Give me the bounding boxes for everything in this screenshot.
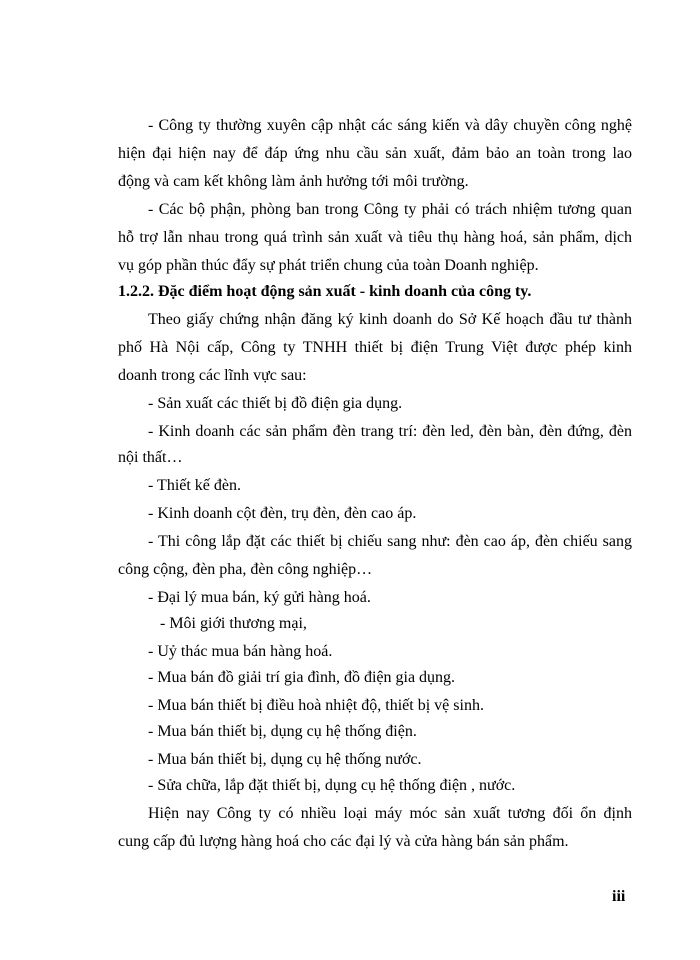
list-item: - Sửa chữa, lắp đặt thiết bị, dụng cụ hệ thống điện , nước. bbox=[148, 777, 516, 794]
list-item: - Mua bán thiết bị điều hoà nhiệt độ, thiết bị vệ sinh. bbox=[148, 697, 484, 714]
page-number: iii bbox=[612, 888, 626, 905]
list-item: - Kinh doanh cột đèn, trụ đèn, đèn cao áp. bbox=[148, 505, 417, 522]
list-item: - Sản xuất các thiết bị đồ điện gia dụng. bbox=[148, 395, 403, 412]
para1-line3: động và cam kết không làm ảnh hưởng tới môi trường. bbox=[118, 173, 469, 190]
para1-line2: hiện đại hiện nay để đáp ứng nhu cầu sản xuất, đảm bảo an toàn trong lao bbox=[118, 145, 632, 162]
list-item-continuation: công cộng, đèn pha, đèn công nghiệp… bbox=[118, 561, 373, 578]
para2-line3: vụ góp phần thúc đẩy sự phát triển chung của toàn Doanh nghiệp. bbox=[118, 257, 539, 274]
para3-line3: doanh trong các lĩnh vực sau: bbox=[118, 367, 307, 384]
para3-line1: Theo giấy chứng nhận đăng ký kinh doanh do Sở Kế hoạch đầu tư thành bbox=[148, 311, 632, 328]
list-item: - Mua bán thiết bị, dụng cụ hệ thống nước. bbox=[148, 751, 422, 768]
list-item: - Uỷ thác mua bán hàng hoá. bbox=[148, 643, 333, 660]
para2-line2: hỗ trợ lẫn nhau trong quá trình sản xuất và tiêu thụ hàng hoá, sản phẩm, dịch bbox=[118, 229, 632, 246]
list-item: - Kinh doanh các sản phẩm đèn trang trí: đèn led, đèn bàn, đèn đứng, đèn bbox=[148, 423, 632, 440]
list-item-continuation: nội thất… bbox=[118, 449, 183, 466]
list-item: - Đại lý mua bán, ký gửi hàng hoá. bbox=[148, 589, 371, 606]
list-item: - Thi công lắp đặt các thiết bị chiếu sang như: đèn cao áp, đèn chiếu sang bbox=[148, 533, 632, 550]
para2-line1: - Các bộ phận, phòng ban trong Công ty phải có trách nhiệm tương quan bbox=[148, 201, 632, 218]
para1-line1: - Công ty thường xuyên cập nhật các sáng kiến và dây chuyền công nghệ bbox=[148, 117, 632, 134]
section-heading: 1.2.2. Đặc điểm hoạt động sản xuất - kinh doanh của công ty. bbox=[118, 283, 532, 300]
list-item: - Thiết kế đèn. bbox=[148, 477, 242, 494]
list-item: - Mua bán đồ giải trí gia đình, đồ điện gia dụng. bbox=[148, 669, 456, 686]
para4-line2: cung cấp đủ lượng hàng hoá cho các đại lý và cửa hàng bán sản phẩm. bbox=[118, 833, 569, 850]
para3-line2: phố Hà Nội cấp, Công ty TNHH thiết bị điện Trung Việt được phép kinh bbox=[118, 339, 632, 356]
list-item: - Môi giới thương mại, bbox=[160, 615, 307, 632]
list-item: - Mua bán thiết bị, dụng cụ hệ thống điện. bbox=[148, 723, 417, 740]
para4-line1: Hiện nay Công ty có nhiều loại máy móc sản xuất tương đối ổn định bbox=[148, 805, 632, 822]
